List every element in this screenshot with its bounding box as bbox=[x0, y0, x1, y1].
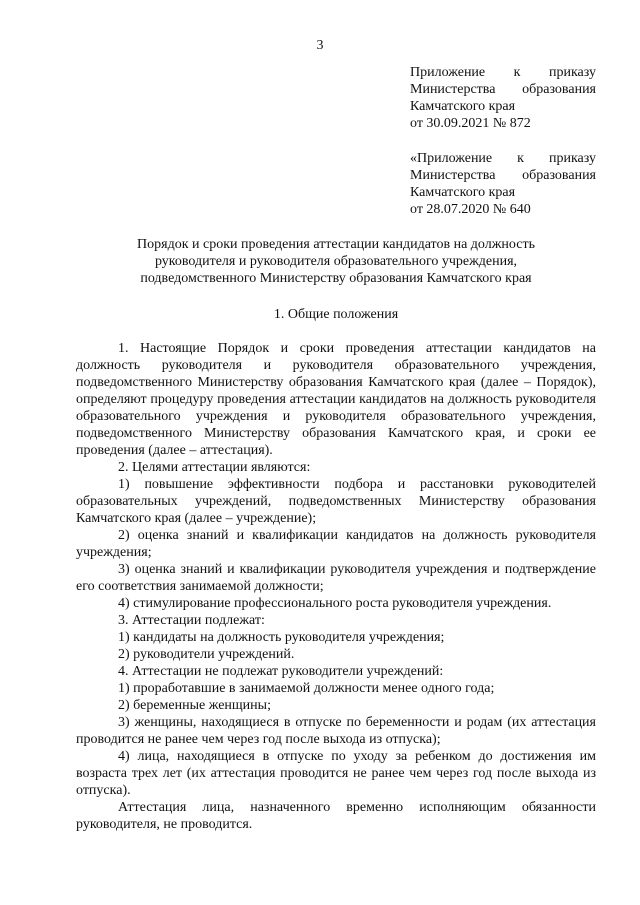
document-body bbox=[76, 340, 596, 833]
paragraph: 3) оценка знаний и квалификации руководителя учреждения и подтверждение его соответствия занимаемой должности; bbox=[76, 562, 596, 594]
paragraph: 3. Аттестации подлежат: bbox=[118, 613, 265, 628]
appendix-line: от 28.07.2020 № 640 bbox=[410, 202, 531, 217]
paragraph: Аттестация лица, назначенного временно исполняющим обязанности руководителя, не проводится. bbox=[76, 800, 596, 832]
page-number: 3 bbox=[316, 38, 324, 53]
paragraph: 4) стимулирование профессионального роста руководителя учреждения. bbox=[118, 596, 552, 611]
paragraph: 2. Целями аттестации являются: bbox=[118, 460, 311, 475]
title-line: подведомственного Министерству образования Камчатского края bbox=[140, 271, 532, 286]
paragraph: 1) кандидаты на должность руководителя учреждения; bbox=[118, 630, 445, 645]
appendix-line: Камчатского края bbox=[410, 185, 516, 200]
appendix-line: Министерства образования bbox=[410, 82, 596, 97]
paragraph: 1) проработавшие в занимаемой должности менее одного года; bbox=[118, 681, 495, 696]
paragraph: 2) беременные женщины; bbox=[118, 698, 271, 713]
appendix-line: Приложение к приказу bbox=[410, 65, 596, 80]
appendix-line: «Приложение к приказу bbox=[410, 151, 596, 166]
paragraph: 3) женщины, находящиеся в отпуске по беременности и родам (их аттестация проводится не ранее чем через год после выхода из отпуска); bbox=[76, 715, 596, 747]
paragraph: 4. Аттестации не подлежат руководители учреждений: bbox=[118, 664, 444, 679]
appendix-line: Министерства образования bbox=[410, 168, 596, 183]
appendix-reference-current bbox=[410, 64, 596, 132]
appendix-line: от 30.09.2021 № 872 bbox=[410, 116, 531, 131]
paragraph: 1. Настоящие Порядок и сроки проведения аттестации кандидатов на должность руководителя и руководителя образовательного учреждения, подведомственного Министерству образования Камчатского края (далее – Порядок), определяют процедуру проведения аттестации кандидатов на должность руководителя образовательного учреждения и руководителя образовательного учреждения, подведомственного Министерству образования Камчатского края, и сроки ее проведения (далее – аттестация). bbox=[76, 341, 596, 458]
paragraph: 1) повышение эффективности подбора и расстановки руководителей образовательных учреждений, подведомственных Министерству образования Камчатского края (далее – учреждение); bbox=[76, 477, 596, 526]
title-line: Порядок и сроки проведения аттестации кандидатов на должность bbox=[137, 237, 535, 252]
title-line: руководителя и руководителя образовательного учреждения, bbox=[154, 254, 518, 269]
appendix-reference-previous bbox=[410, 150, 596, 218]
appendix-line: Камчатского края bbox=[410, 99, 516, 114]
paragraph: 2) руководители учреждений. bbox=[118, 647, 295, 662]
document-title bbox=[76, 236, 596, 287]
paragraph: 4) лица, находящиеся в отпуске по уходу за ребенком до достижения им возраста трех лет (их аттестация проводится не ранее чем через год после выхода из отпуска). bbox=[76, 749, 596, 798]
section-heading: 1. Общие положения bbox=[273, 307, 399, 322]
paragraph: 2) оценка знаний и квалификации кандидатов на должность руководителя учреждения; bbox=[76, 528, 596, 560]
